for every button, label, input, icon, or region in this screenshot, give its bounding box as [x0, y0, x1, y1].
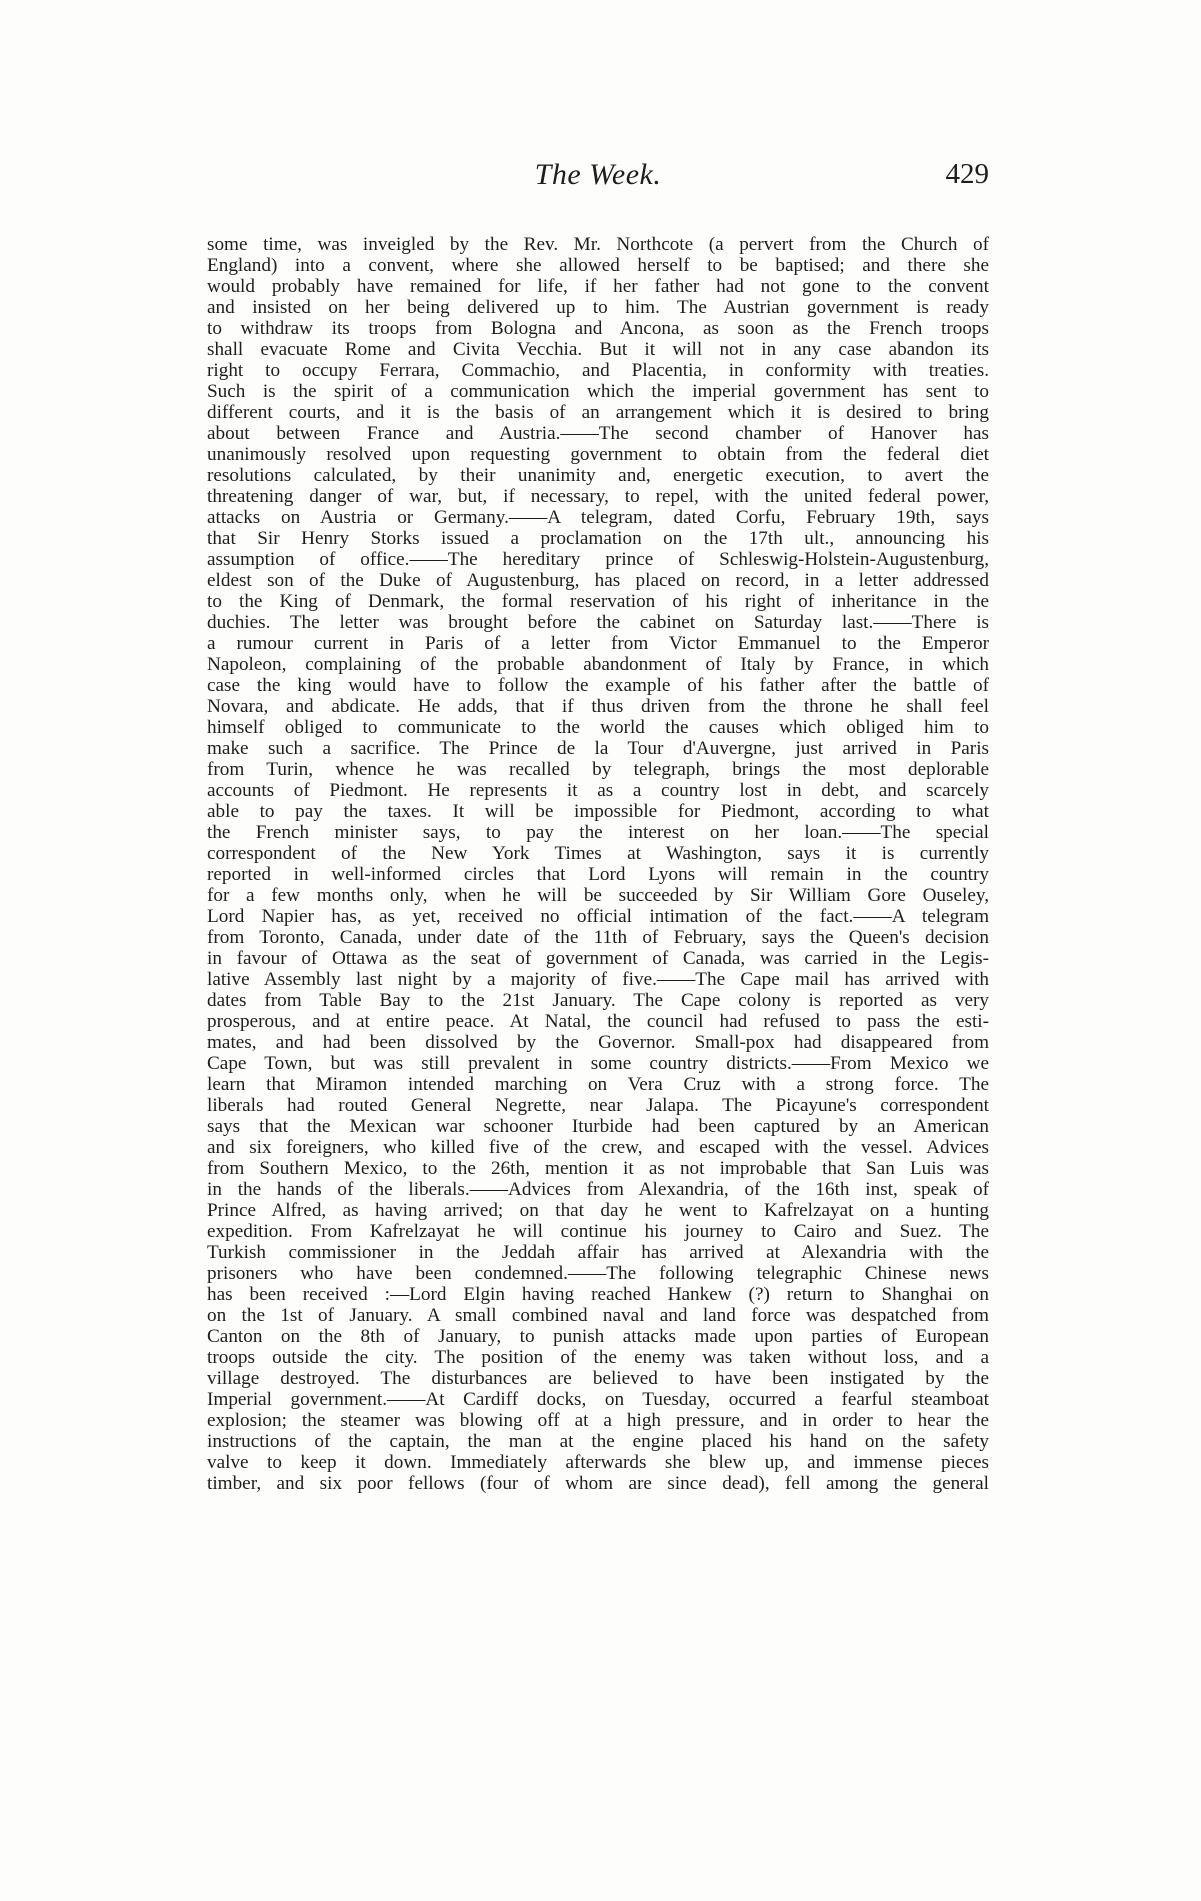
text-line: explosion; the steamer was blowing off at a high pressure, and in order to hear the	[207, 1410, 989, 1431]
text-line: Cape Town, but was still prevalent in some country districts.——From Mexico we	[207, 1053, 989, 1074]
text-line: and six foreigners, who killed five of the crew, and escaped with the vessel. Advices	[207, 1137, 989, 1158]
article-text	[207, 234, 989, 1494]
text-line: Lord Napier has, as yet, received no official intimation of the fact.——A telegram	[207, 906, 989, 927]
text-line: threatening danger of war, but, if necessary, to repel, with the united federal power,	[207, 486, 989, 507]
text-line: shall evacuate Rome and Civita Vecchia. But it will not in any case abandon its	[207, 339, 989, 360]
text-line: the French minister says, to pay the interest on her loan.——The special	[207, 822, 989, 843]
text-line: correspondent of the New York Times at Washington, says it is currently	[207, 843, 989, 864]
text-line: instructions of the captain, the man at the engine placed his hand on the safety	[207, 1431, 989, 1452]
text-line: valve to keep it down. Immediately afterwards she blew up, and immense pieces	[207, 1452, 989, 1473]
text-line: some time, was inveigled by the Rev. Mr. Northcote (a pervert from the Church of	[207, 234, 989, 255]
text-line: England) into a convent, where she allowed herself to be baptised; and there she	[207, 255, 989, 276]
text-line: unanimously resolved upon requesting government to obtain from the federal diet	[207, 444, 989, 465]
text-line: different courts, and it is the basis of an arrangement which it is desired to bring	[207, 402, 989, 423]
text-line: Canton on the 8th of January, to punish attacks made upon parties of European	[207, 1326, 989, 1347]
text-line: from Turin, whence he was recalled by telegraph, brings the most deplorable	[207, 759, 989, 780]
text-line: in the hands of the liberals.——Advices from Alexandria, of the 16th inst, speak of	[207, 1179, 989, 1200]
text-line: case the king would have to follow the example of his father after the battle of	[207, 675, 989, 696]
text-line: assumption of office.——The hereditary prince of Schleswig-Holstein-Augustenburg,	[207, 549, 989, 570]
text-line: in favour of Ottawa as the seat of government of Canada, was carried in the Legis-	[207, 948, 989, 969]
text-line: himself obliged to communicate to the world the causes which obliged him to	[207, 717, 989, 738]
text-line: Imperial government.——At Cardiff docks, on Tuesday, occurred a fearful steamboat	[207, 1389, 989, 1410]
text-line: from Toronto, Canada, under date of the 11th of February, says the Queen's decision	[207, 927, 989, 948]
text-line: on the 1st of January. A small combined naval and land force was despatched from	[207, 1305, 989, 1326]
text-line: from Southern Mexico, to the 26th, mention it as not improbable that San Luis was	[207, 1158, 989, 1179]
text-line: troops outside the city. The position of the enemy was taken without loss, and a	[207, 1347, 989, 1368]
text-line: mates, and had been dissolved by the Governor. Small-pox had disappeared from	[207, 1032, 989, 1053]
text-line: and insisted on her being delivered up to him. The Austrian government is ready	[207, 297, 989, 318]
text-line: has been received :—Lord Elgin having reached Hankew (?) return to Shanghai on	[207, 1284, 989, 1305]
text-line: resolutions calculated, by their unanimity and, energetic execution, to avert the	[207, 465, 989, 486]
text-line: Novara, and abdicate. He adds, that if thus driven from the throne he shall feel	[207, 696, 989, 717]
text-line: a rumour current in Paris of a letter from Victor Emmanuel to the Emperor	[207, 633, 989, 654]
text-line: eldest son of the Duke of Augustenburg, has placed on record, in a letter addressed	[207, 570, 989, 591]
text-line: attacks on Austria or Germany.——A telegram, dated Corfu, February 19th, says	[207, 507, 989, 528]
text-line: expedition. From Kafrelzayat he will continue his journey to Cairo and Suez. The	[207, 1221, 989, 1242]
text-line: for a few months only, when he will be succeeded by Sir William Gore Ouseley,	[207, 885, 989, 906]
text-line: Prince Alfred, as having arrived; on that day he went to Kafrelzayat on a hunting	[207, 1200, 989, 1221]
text-line: Napoleon, complaining of the probable abandonment of Italy by France, in which	[207, 654, 989, 675]
text-line: to the King of Denmark, the formal reservation of his right of inheritance in the	[207, 591, 989, 612]
text-line: Turkish commissioner in the Jeddah affair has arrived at Alexandria with the	[207, 1242, 989, 1263]
text-line: says that the Mexican war schooner Iturbide had been captured by an American	[207, 1116, 989, 1137]
text-line: prisoners who have been condemned.——The following telegraphic Chinese news	[207, 1263, 989, 1284]
text-line: village destroyed. The disturbances are believed to have been instigated by the	[207, 1368, 989, 1389]
text-line: dates from Table Bay to the 21st January. The Cape colony is reported as very	[207, 990, 989, 1011]
text-line: accounts of Piedmont. He represents it as a country lost in debt, and scarcely	[207, 780, 989, 801]
text-line: make such a sacrifice. The Prince de la Tour d'Auvergne, just arrived in Paris	[207, 738, 989, 759]
text-line: reported in well-informed circles that Lord Lyons will remain in the country	[207, 864, 989, 885]
text-line: would probably have remained for life, if her father had not gone to the convent	[207, 276, 989, 297]
text-line: Such is the spirit of a communication which the imperial government has sent to	[207, 381, 989, 402]
running-title: The Week.	[534, 158, 662, 191]
text-line: liberals had routed General Negrette, near Jalapa. The Picayune's correspondent	[207, 1095, 989, 1116]
text-line: learn that Miramon intended marching on Vera Cruz with a strong force. The	[207, 1074, 989, 1095]
text-line: about between France and Austria.——The second chamber of Hanover has	[207, 423, 989, 444]
running-head	[207, 158, 989, 198]
text-line: able to pay the taxes. It will be impossible for Piedmont, according to what	[207, 801, 989, 822]
text-line: timber, and six poor fellows (four of whom are since dead), fell among the general	[207, 1473, 989, 1494]
text-line: that Sir Henry Storks issued a proclamation on the 17th ult., announcing his	[207, 528, 989, 549]
text-line: right to occupy Ferrara, Commachio, and Placentia, in conformity with treaties.	[207, 360, 989, 381]
text-line: lative Assembly last night by a majority of five.——The Cape mail has arrived with	[207, 969, 989, 990]
page-number: 429	[945, 158, 989, 190]
text-line: duchies. The letter was brought before the cabinet on Saturday last.——There is	[207, 612, 989, 633]
text-line: to withdraw its troops from Bologna and Ancona, as soon as the French troops	[207, 318, 989, 339]
text-line: prosperous, and at entire peace. At Natal, the council had refused to pass the esti-	[207, 1011, 989, 1032]
